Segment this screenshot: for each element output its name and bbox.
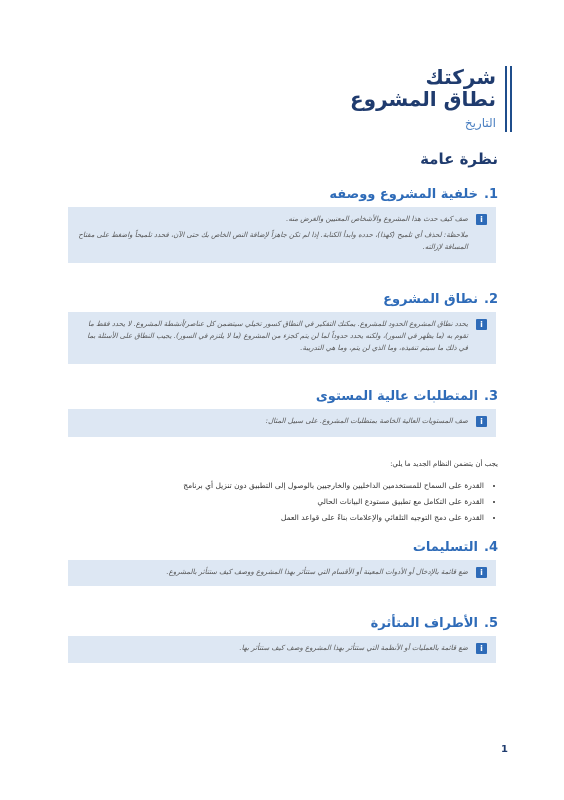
tip-box-4[interactable] <box>68 560 496 586</box>
document-title[interactable]: نطاق المشروع <box>349 87 496 111</box>
section-number: 5. <box>484 616 498 631</box>
tip-text: ضع قائمة بالعمليات أو الأنظمة التي ستتأثر بهذا المشروع وصف كيف ستتأثر بها. <box>239 644 468 652</box>
section-title: التسليمات <box>412 540 478 555</box>
section-title: المتطلبات عالية المستوى <box>315 389 478 404</box>
section-title: نطاق المشروع <box>383 292 478 307</box>
tip-box-3[interactable] <box>68 409 496 437</box>
list-item[interactable]: • القدرة على السماح للمستخدمين الداخليين والخارجيين بالوصول إلى التطبيق دون تنزيل أي برنامج <box>64 478 484 494</box>
title-block <box>312 66 512 132</box>
section-number: 4. <box>484 540 498 555</box>
list-item[interactable]: • القدرة على دمج التوجيه التلقائي والإعلامات بناءً على قواعد العمل <box>64 510 484 526</box>
tip-text: صف كيف حدث هذا المشروع والأشخاص المعنيين والغرض منه. <box>286 215 468 223</box>
tip-text: ضع قائمة بالإدخال أو الأدوات المعينة أو الأقسام التي ستتأثر بهذا المشروع ووصف كيف ستتأثر بالمشروع. <box>166 568 468 576</box>
info-icon: i <box>476 416 487 427</box>
section-number: 1. <box>484 187 498 202</box>
info-icon: i <box>476 567 487 578</box>
tip-text: يحدد نطاق المشروع الحدود للمشروع. يمكنك التفكير في النطاق كسور تخيلي سيتضمن كل عناصر/أنشطة المشروع. لا يحدد فقط ما تقوم به (ما يظهر في السور)، ولكنه يحدد حدوداً لما لن يتم كجزء من المشروع (ما لا يلتزم في السور). يجيب النطاق على الأسئلة بما في ذلك ما سيتم تنفيذه، وما الذي لن يتم، وما هي التدريبة. <box>87 320 468 352</box>
info-icon: i <box>476 319 487 330</box>
section-title: الأطراف المتأثرة <box>370 616 478 631</box>
section-heading-1 <box>66 186 498 204</box>
section-title: خلفية المشروع ووصفه <box>329 187 478 202</box>
requirements-intro[interactable]: يجب أن يتضمن النظام الجديد ما يلي: <box>390 460 498 468</box>
tip-box-2[interactable] <box>68 312 496 364</box>
section-heading-5 <box>66 615 498 633</box>
tip-text: صف المستويات العالية الخاصة بمتطلبات المشروع. على سبيل المثال: <box>265 417 468 425</box>
info-icon: i <box>476 643 487 654</box>
section-heading-3 <box>66 388 498 406</box>
info-icon: i <box>476 214 487 225</box>
section-number: 3. <box>484 389 498 404</box>
list-item[interactable]: • القدرة على التكامل مع تطبيق مستودع البيانات الحالي <box>64 494 484 510</box>
tip-box-5[interactable] <box>68 636 496 663</box>
tip-text: ملاحظة: لحذف أي تلميح (كهذا)، حدده وابدأ الكتابة. إذا لم تكن جاهزاً لإضافة النص الخاص بك حتى الآن، فحدد تلميحاً واضغط على مفتاح المسافة لإزالته. <box>78 231 468 251</box>
tip-box-1[interactable] <box>68 207 496 263</box>
title-accent-bars <box>504 66 512 132</box>
date-field[interactable]: التاريخ <box>464 116 496 130</box>
page-number: 1 <box>501 744 508 755</box>
section-number: 2. <box>484 292 498 307</box>
overview-heading: نظرة عامة <box>420 150 498 168</box>
requirements-list <box>64 478 498 526</box>
section-heading-2 <box>66 291 498 309</box>
company-name[interactable]: شركتك <box>425 65 496 89</box>
section-heading-4 <box>66 539 498 557</box>
